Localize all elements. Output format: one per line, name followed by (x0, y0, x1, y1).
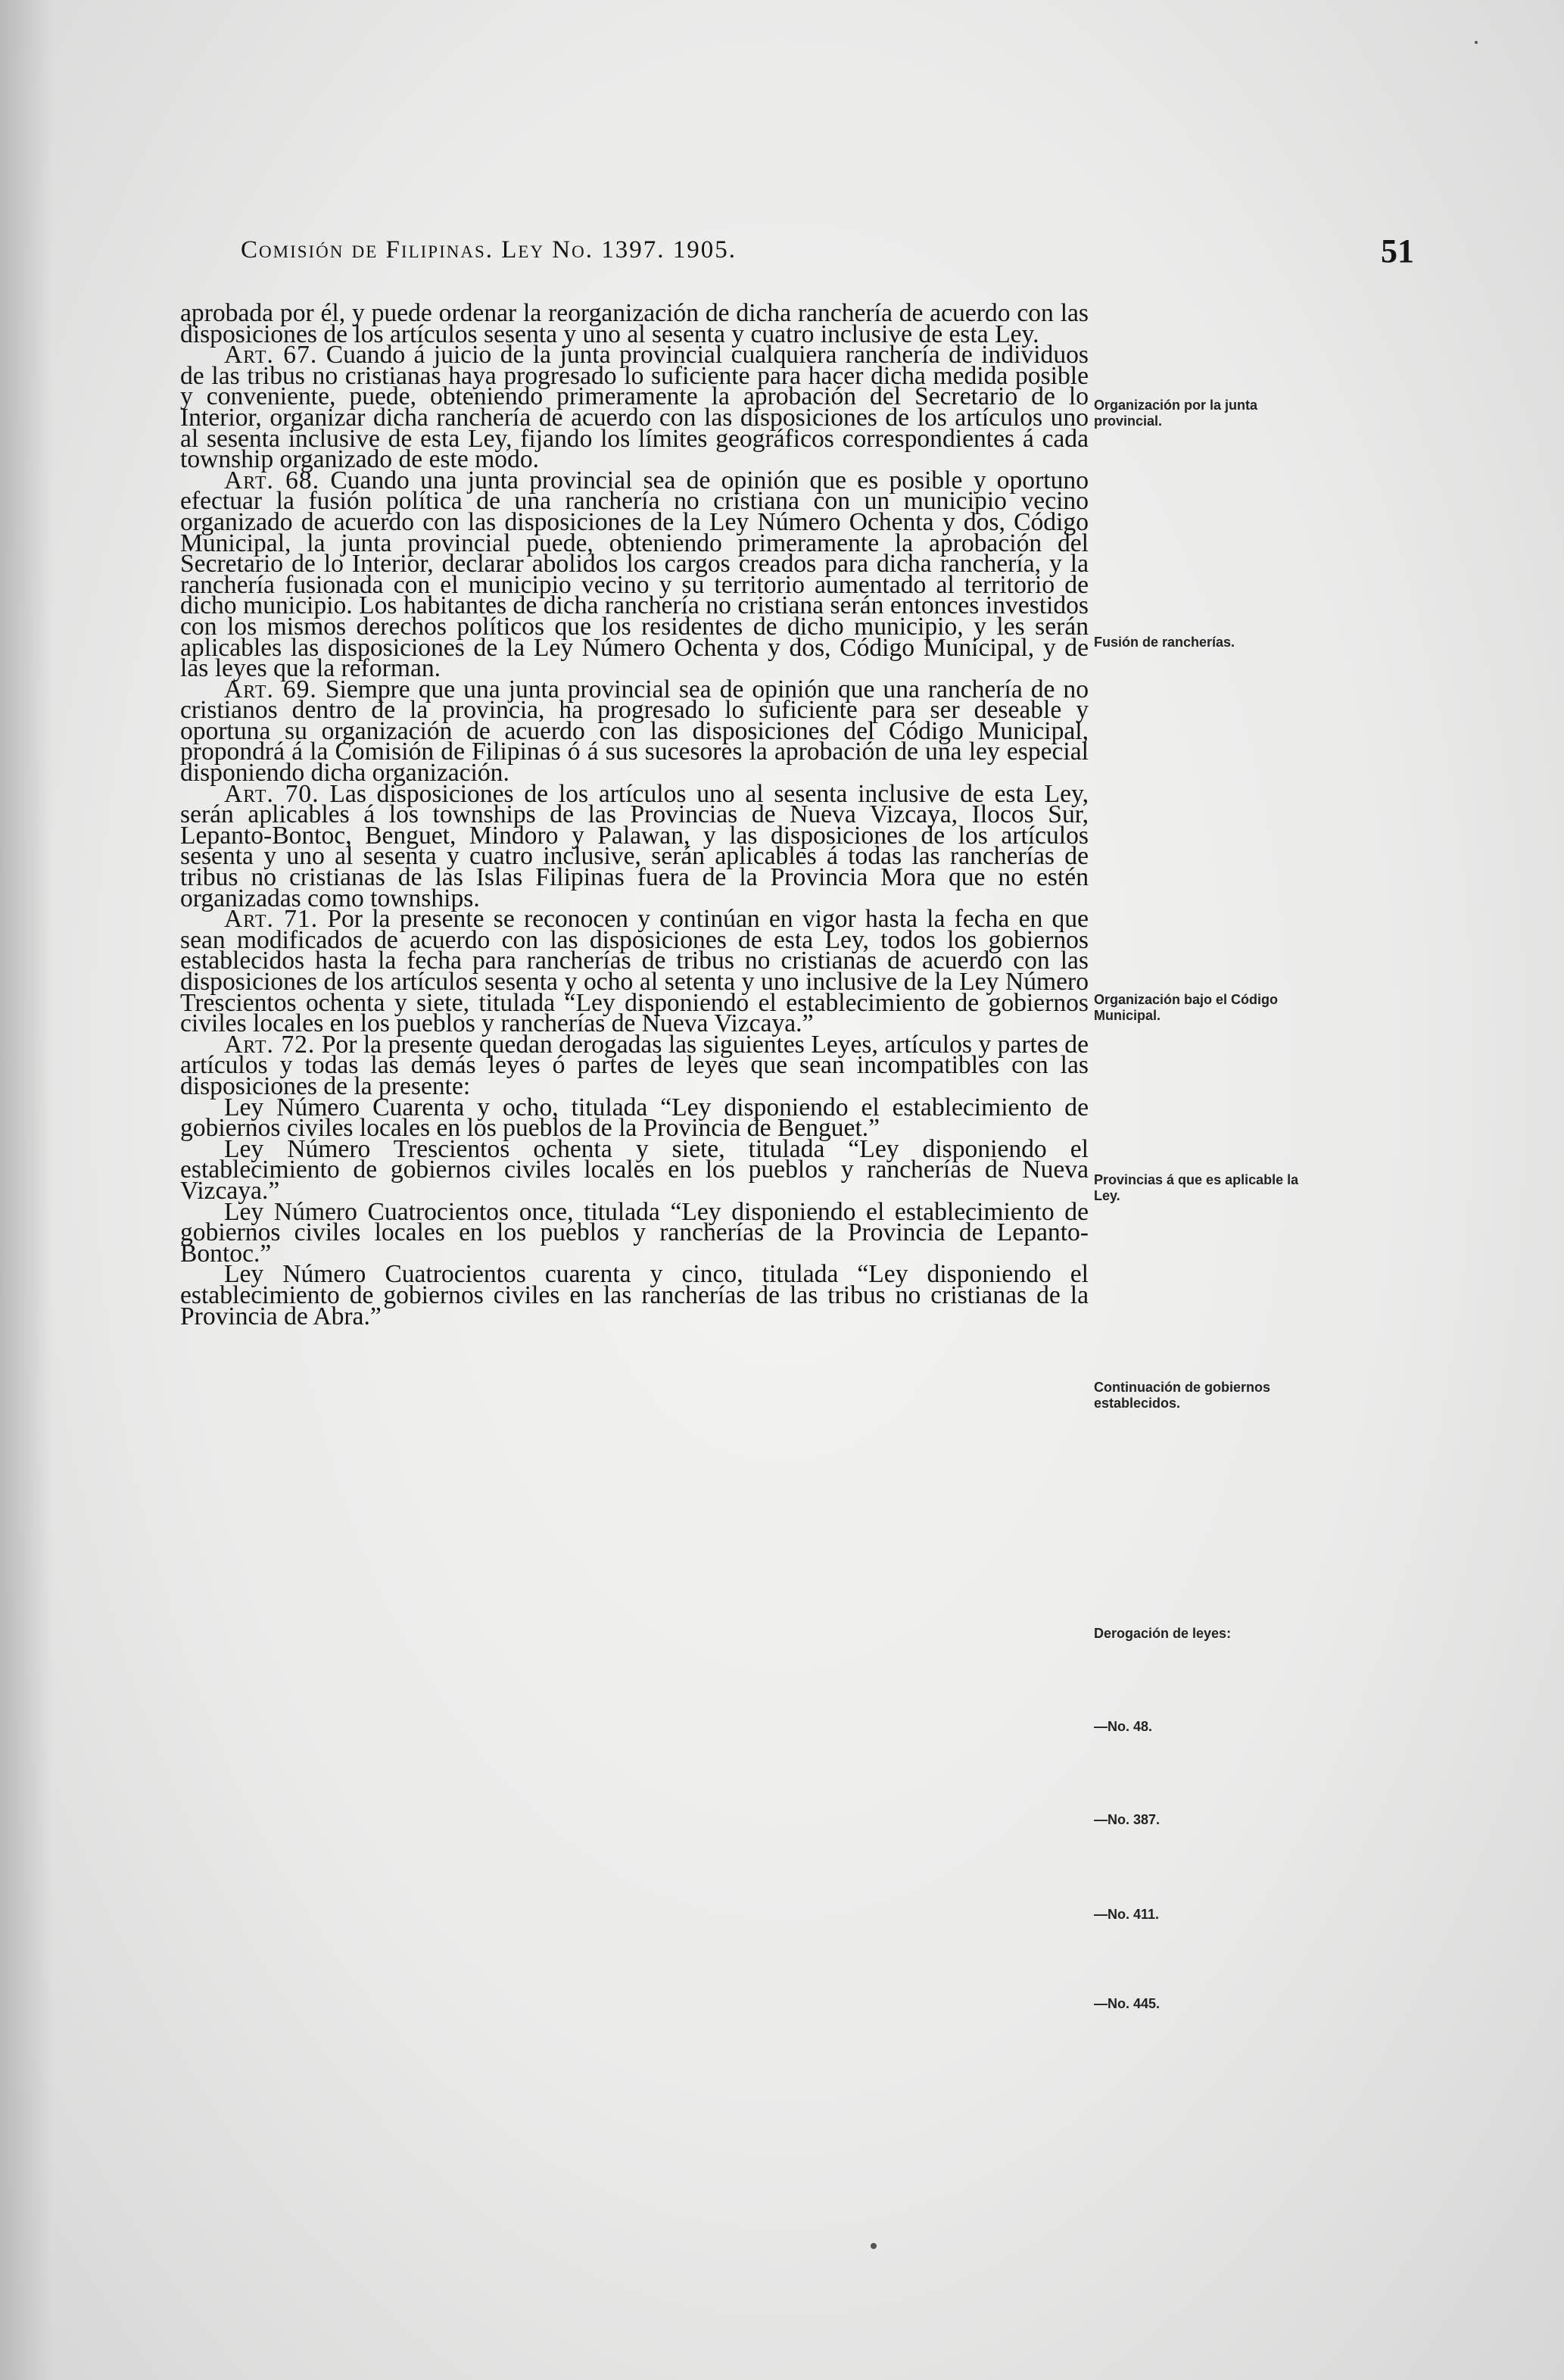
article-label: Art. 69. (224, 675, 317, 703)
article-label: Art. 70. (224, 779, 319, 808)
margin-note-no-445: —No. 445. (1094, 1996, 1161, 2011)
ink-speck (871, 2243, 877, 2249)
article-72 (180, 1030, 1089, 1100)
margin-note-provincias: Provincias á que es aplicable la Ley. (1094, 1172, 1299, 1203)
ink-speck (1475, 41, 1478, 44)
article-71 (180, 905, 1089, 1038)
article-text: Siempre que una junta provincial sea de opinión que una ranchería de no cristianos dentro de la provincia, ha progresado lo suficiente para ser deseable y oportuna su organización de acuerdo con las disposiciones del Código Municipal, propondrá á la Comisión de Filipinas ó á sus sucesores la aprobación de una ley especial disponiendo dicha organización. (180, 675, 1089, 788)
article-label: Art. 68. (224, 466, 320, 494)
repealed-law-48: Ley Número Cuarenta y ocho, titulada “Ley disponiendo el establecimiento de gobiernos civiles locales en los pueblos de la Provincia de Benguet.” (180, 1093, 1089, 1143)
article-70 (180, 779, 1089, 912)
margin-note-codigo-municipal: Organización bajo el Código Municipal. (1094, 992, 1279, 1023)
article-67 (180, 341, 1089, 474)
article-text: Por la presente se reconocen y continúan en vigor hasta la fecha en que sean modificados de acuerdo con las disposiciones de esta Ley, todos los gobiernos establecidos hasta la fecha para rancherías de tribus no cristianas de acuerdo con las disposiciones de los artículos sesenta y ocho al setenta y uno inclusive de la Ley Número Trescientos ochenta y siete, titulada “Ley disponiendo el establecimiento de gobiernos civiles locales en los pueblos y rancherías de Nueva Vizcaya.” (180, 905, 1089, 1038)
article-text: Cuando una junta provincial sea de opinión que es posible y oportuno efectuar la fusión política de una ranchería no cristiana con un municipio vecino organizado de acuerdo con las disposiciones de la Ley Número Ochenta y dos, Código Municipal, la junta provincial puede, obteniendo primeramente la aprobación del Secretario de lo Interior, declarar abolidos los cargos creados para dicha ranchería, y la ranchería fusionada con el municipio vecino y su territorio aumentado al territorio de dicho municipio. Los habitantes de dicha ranchería no cristiana serán entonces investidos con los mismos derechos políticos que los residentes de dicho municipio, y les serán aplicables las disposiciones de la Ley Número Ochenta y dos, Código Municipal, y de las leyes que la reforman. (180, 466, 1089, 683)
margin-note-organizacion-junta: Organización por la junta provincial. (1094, 398, 1258, 429)
margin-note-derogacion: Derogación de leyes: (1094, 1626, 1232, 1641)
repealed-law-387: Ley Número Trescientos ochenta y siete, titulada “Ley disponiendo el establecimiento de gobiernos civiles locales en los pueblos y rancherías de Nueva Vizcaya.” (180, 1134, 1089, 1205)
article-label: Art. 72. (224, 1030, 316, 1059)
article-label: Art. 71. (224, 905, 319, 934)
margin-note-no-387: —No. 387. (1094, 1812, 1161, 1827)
page-header (241, 232, 1414, 282)
margin-note-no-411: —No. 411. (1094, 1907, 1160, 1922)
article-69 (180, 675, 1089, 788)
page-number: 51 (1381, 232, 1414, 270)
body-text (180, 299, 1089, 1330)
article-label: Art. 67. (224, 341, 318, 370)
opening-paragraph: aprobada por él, y puede ordenar la reorganización de dicha ranchería de acuerdo con las disposiciones de los artículos sesenta y uno al sesenta y cuatro inclusive de esta Ley. (180, 299, 1089, 348)
margin-note-no-48: —No. 48. (1094, 1719, 1153, 1734)
margin-note-fusion: Fusión de rancherías. (1094, 635, 1235, 650)
article-68 (180, 466, 1089, 683)
repealed-law-411: Ley Número Cuatrocientos once, titulada “Ley disponiendo el establecimiento de gobiernos civiles locales en los pueblos y rancherías de la Provincia de Lepanto-Bontoc.” (180, 1197, 1089, 1268)
running-head: Comisión de Filipinas. Ley No. 1397. 1905. (241, 236, 737, 264)
article-text: Por la presente quedan derogadas las siguientes Leyes, artículos y partes de artículos y todas las demás leyes ó partes de leyes que sean incompatibles con las disposiciones de la presente: (180, 1030, 1089, 1100)
article-text: Las disposiciones de los artículos uno al sesenta inclusive de esta Ley, serán aplicables á los townships de las Provincias de Nueva Vizcaya, Ilocos Sur, Lepanto-Bontoc, Benguet, Mindoro y Palawan, y las disposiciones de los artículos sesenta y uno al sesenta y cuatro inclusive, serán aplicables á todas las rancherías de tribus no cristianas de las Islas Filipinas fuera de la Provincia Mora que no estén organizadas como townships. (180, 779, 1089, 912)
page-edge-shadow (0, 0, 53, 2380)
repealed-law-445: Ley Número Cuatrocientos cuarenta y cinco, titulada “Ley disponiendo el establecimiento de gobiernos civiles en las rancherías de las tribus no cristianas de la Provincia de Abra.” (180, 1260, 1089, 1330)
article-text: Cuando á juicio de la junta provincial cualquiera ranchería de individuos de las tribus no cristianas haya progresado lo suficiente para hacer dicha medida posible y conveniente, puede, obteniendo primeramente la aprobación del Secretario de lo Interior, organizar dicha ranchería de acuerdo con las disposiciones de los artículos uno al sesenta inclusive de esta Ley, fijando los límites geográficos correspondientes á cada township organizado de este modo. (180, 341, 1089, 474)
margin-note-continuacion: Continuación de gobiernos establecidos. (1094, 1380, 1270, 1411)
